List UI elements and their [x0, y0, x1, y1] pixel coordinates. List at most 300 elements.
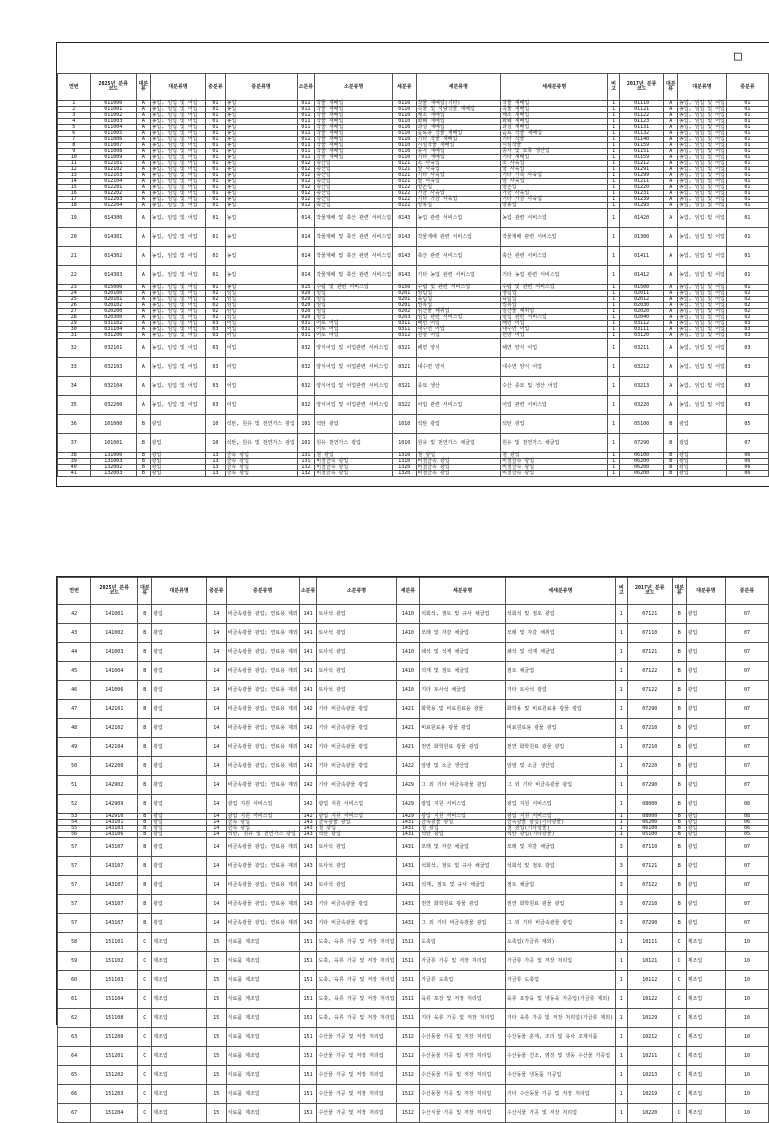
cell-class-name: 수산동물 가공 및 저장 처리업: [420, 1028, 506, 1047]
cell-section-name: 광업: [152, 795, 207, 814]
table-row: [58, 795, 769, 814]
cell-division-name: 석탄, 원유 및 천연가스 광업: [226, 832, 299, 838]
cell-section-name-2017: 제조업: [686, 1104, 725, 1123]
cell-note: 1: [608, 465, 620, 471]
cell-note: 1: [608, 125, 620, 131]
cell-division-2017: 01: [726, 119, 768, 125]
cell-code-2017: 10220: [627, 1104, 672, 1123]
cell-seq: 59: [58, 952, 91, 971]
cell-section-name-2017: 광업: [686, 719, 725, 738]
cell-code-2017: 03213: [619, 377, 663, 396]
cell-section-2017: B: [672, 895, 686, 914]
cell-code-2025: 151103: [91, 971, 138, 990]
cell-division-2017: 10: [725, 1047, 768, 1066]
cell-code-2025: 011001: [90, 107, 136, 113]
cell-code-2025: 014302: [90, 247, 136, 266]
cell-division: 03: [206, 333, 225, 339]
cell-section-name: 광업: [152, 681, 207, 700]
cell-note: 1: [615, 1047, 627, 1066]
cell-section-2017: A: [664, 161, 678, 167]
cell-class-name: 석재 및 점토 채굴업: [420, 662, 506, 681]
cell-code-2025: 012103: [90, 173, 136, 179]
cell-section-name-2017: 농업, 임업 및 어업: [679, 320, 725, 326]
cell-division: 02: [206, 315, 225, 321]
cell-section: A: [137, 197, 151, 203]
cell-section-name: 광업: [152, 838, 207, 857]
cell-section-name-2017: 농업, 임업 및 어업: [679, 290, 725, 296]
cell-division: 01: [206, 143, 225, 149]
cell-code-2025: 141002: [91, 624, 138, 643]
cell-note: 1: [608, 247, 620, 266]
cell-code-2017: 01300: [619, 228, 663, 247]
cell-division-name: 농업: [225, 101, 297, 107]
cell-section-name-2017: 제조업: [686, 1009, 725, 1028]
cell-class: 0143: [393, 209, 416, 228]
cell-class: 1410: [396, 681, 420, 700]
cell-code-2017: 01212: [619, 161, 663, 167]
cell-group-name: 양식어업 및 어업관련 서비스업: [315, 358, 393, 377]
header-row: [58, 74, 769, 101]
cell-division-name: 농업: [225, 203, 297, 209]
cell-seq: 14: [58, 179, 91, 185]
cell-section: B: [138, 681, 152, 700]
cell-section-name-2017: 농업, 임업 및 어업: [679, 100, 725, 106]
cell-subclass-name: 내수면 양식 어업: [501, 358, 608, 377]
cell-division-2017: 07: [725, 624, 768, 643]
cell-group-name: 작물 재배업: [315, 131, 393, 137]
cell-seq: 47: [58, 700, 91, 719]
cell-division: 03: [206, 358, 225, 377]
cell-section-name-2017: 광업: [686, 662, 725, 681]
cell-section-name: 제조업: [152, 952, 207, 971]
cell-class: 0122: [393, 203, 416, 209]
cell-section-2017: A: [664, 143, 678, 149]
cell-group-name: 작물재배 및 축산 관련 서비스업: [315, 228, 393, 247]
cell-division-name: 비금속광물 광업; 연료용 제외: [226, 895, 299, 914]
cell-section: A: [137, 149, 151, 155]
cell-division: 14: [206, 895, 226, 914]
cell-division-2017: 06: [726, 459, 768, 465]
cell-code-2025: 151202: [91, 1066, 138, 1085]
cell-section: B: [138, 832, 152, 838]
table-row: [58, 971, 769, 990]
cell-section: A: [137, 155, 151, 161]
cell-code-2017: 01299: [619, 173, 663, 179]
cell-code-2025: 142102: [91, 719, 138, 738]
cell-division: 10: [206, 415, 225, 434]
cell-code-2025: 011000: [90, 101, 136, 107]
cell-division-name: 비금속광물 광업; 연료용 제외: [226, 605, 299, 624]
cell-division-name: 식료품 제조업: [226, 1085, 299, 1104]
header-class-name: 세분류명: [416, 74, 501, 101]
cell-section: B: [137, 434, 151, 453]
cell-division-name: 농업: [225, 143, 297, 149]
table-row: [58, 757, 769, 776]
cell-class-name: 작물재배 관련 서비스업: [416, 228, 501, 247]
table-row: [58, 990, 769, 1009]
cell-section-name: 광업: [152, 643, 207, 662]
cell-code-2017: 10111: [627, 933, 672, 952]
cell-division: 14: [206, 820, 226, 826]
cell-section-name-2017: 농업, 임업 및 어업: [679, 332, 725, 338]
cell-code-2025: 011003: [90, 119, 136, 125]
cell-division-2017: 07: [725, 757, 768, 776]
cell-code-2025: 012102: [90, 167, 136, 173]
cell-code-2025: 011006: [90, 137, 136, 143]
cell-class-name: 내수면 양식: [416, 358, 501, 377]
cell-division-2017: 07: [725, 857, 768, 876]
cell-division-name: 농업: [225, 247, 297, 266]
cell-group: 032: [297, 358, 315, 377]
cell-section-2017: B: [672, 700, 686, 719]
cell-section-name-2017: 농업, 임업 및 어업: [679, 184, 725, 190]
cell-note: 1: [615, 662, 627, 681]
cell-code-2017: 10211: [627, 1047, 672, 1066]
cell-division-name: 식료품 제조업: [226, 1066, 299, 1085]
cell-division-2017: 01: [726, 125, 768, 131]
cell-division-2017: 06: [725, 826, 768, 832]
cell-section: C: [138, 1085, 152, 1104]
cell-section-2017: A: [664, 107, 678, 113]
cell-section-name: 광업: [152, 624, 207, 643]
cell-section-2017: A: [664, 358, 678, 377]
cell-group-name: 작물재배 및 축산 관련 서비스업: [315, 247, 393, 266]
cell-code-2017: 01140: [619, 137, 663, 143]
cell-class-name: 기타 가금 사육업: [416, 197, 501, 203]
cell-group: 151: [299, 1085, 317, 1104]
cell-division-2017: 01: [726, 266, 768, 285]
cell-class-name: 과실 재배업: [416, 125, 501, 131]
header-section-2017: 대분류: [672, 578, 686, 605]
cell-code-2025: 141001: [91, 605, 138, 624]
cell-seq: 33: [58, 358, 91, 377]
cell-class: 1512: [396, 1066, 420, 1085]
cell-division: 14: [206, 795, 226, 814]
cell-seq: 40: [58, 465, 91, 471]
cell-note: 1: [608, 377, 620, 396]
cell-group-name: 작물 재배업: [315, 101, 393, 107]
cell-group-name: 토사석 광업: [317, 624, 396, 643]
cell-class-name: 수렵 및 관련 서비스업: [416, 285, 501, 291]
cell-section-2017: C: [672, 1047, 686, 1066]
cell-class: 0201: [393, 297, 416, 303]
cell-note: 1: [608, 161, 620, 167]
cell-section: C: [138, 990, 152, 1009]
cell-division-2017: 01: [726, 191, 768, 197]
cell-section-2017: B: [672, 738, 686, 757]
cell-seq: 28: [58, 315, 91, 321]
cell-class: 1429: [396, 776, 420, 795]
cell-group: 011: [297, 119, 315, 125]
cell-division-name: 비금속광물 광업; 연료용 제외: [226, 914, 299, 933]
cell-note: 1: [608, 197, 620, 203]
cell-division: 14: [206, 838, 226, 857]
cell-seq: 27: [58, 309, 91, 315]
cell-section: A: [137, 143, 151, 149]
cell-subclass-name: 해면 어업: [501, 321, 608, 327]
cell-seq: 12: [58, 167, 91, 173]
cell-group-name: 수산물 가공 및 저장 처리업: [317, 1066, 396, 1085]
cell-code-2025: 131000: [90, 453, 136, 459]
cell-class-name: 어업 관련 서비스업: [416, 396, 501, 415]
cell-division-name: 비금속광물 광업; 연료용 제외: [226, 662, 299, 681]
cell-group: 151: [299, 1066, 317, 1085]
cell-division-name: 농업: [225, 119, 297, 125]
cell-class: 1410: [396, 624, 420, 643]
cell-subclass-name: 모래 및 자갈 채취업: [505, 624, 615, 643]
cell-group: 031: [297, 327, 315, 333]
table-row: [58, 1104, 769, 1123]
cell-class-name: 모래 및 자갈 채굴업: [420, 838, 506, 857]
cell-group: 032: [297, 339, 315, 358]
cell-group-name: 기타 비금속광물 광업: [317, 738, 396, 757]
cell-division-name: 농업: [225, 185, 297, 191]
cell-code-2025: 143107: [91, 895, 138, 914]
cell-group-name: 기타 비금속광물 광업: [317, 895, 396, 914]
cell-section: B: [138, 876, 152, 895]
cell-seq: 3: [58, 113, 91, 119]
cell-section: B: [137, 465, 151, 471]
cell-class: 1511: [396, 971, 420, 990]
cell-section: B: [138, 605, 152, 624]
cell-note: 1: [608, 179, 620, 185]
header-row: [58, 578, 769, 605]
cell-code-2025: 143107: [91, 857, 138, 876]
cell-section-2017: B: [672, 826, 686, 832]
cell-seq: 65: [58, 1066, 91, 1085]
cell-division-name: 비금속광물 광업; 연료용 제외: [226, 624, 299, 643]
cell-section-name-2017: 농업, 임업 및 어업: [679, 136, 725, 142]
cell-division-name: 금속 광업: [225, 453, 297, 459]
cell-class: 0321: [393, 339, 416, 358]
cell-group-name: 기타 비금속광물 광업: [317, 757, 396, 776]
cell-division-2017: 01: [726, 197, 768, 203]
cell-division: 01: [206, 161, 225, 167]
cell-division-name: 임업: [225, 309, 297, 315]
cell-seq: 32: [58, 339, 91, 358]
cell-division: 14: [206, 876, 226, 895]
cell-group-name: 토사석 광업: [317, 838, 396, 857]
cell-code-2017: 06100: [627, 826, 672, 832]
cell-code-2017: 02011: [619, 291, 663, 297]
cell-class: 1431: [396, 857, 420, 876]
cell-subclass-name: 양 사육업: [501, 167, 608, 173]
cell-subclass-name: 비철금속 광업: [501, 465, 608, 471]
cell-seq: 67: [58, 1104, 91, 1123]
cell-section: B: [138, 820, 152, 826]
cell-section-name: 광업: [150, 459, 206, 465]
cell-section-name: 광업: [152, 895, 207, 914]
cell-group: 141: [299, 662, 317, 681]
cell-class-name: 가금 사육업: [416, 191, 501, 197]
cell-section: B: [138, 795, 152, 814]
cell-section-name-2017: 농업, 임업 및 어업: [678, 358, 727, 377]
cell-division-2017: 03: [726, 333, 768, 339]
cell-subclass-name: 수렵 및 관련 서비스업: [501, 285, 608, 291]
cell-code-2017: 03112: [619, 321, 663, 327]
cell-class-name: 비철금속 광업: [416, 459, 501, 465]
cell-group-name: 축산업: [315, 173, 393, 179]
cell-code-2025: 141004: [91, 662, 138, 681]
cell-section-name-2017: 농업, 임업 및 어업: [679, 284, 725, 290]
cell-note: 1: [615, 1066, 627, 1085]
cell-note: 1: [608, 315, 620, 321]
cell-group-name: 도축, 육류 가공 및 저장 처리업: [317, 933, 396, 952]
cell-section-2017: A: [664, 327, 678, 333]
cell-subclass-name: 축산 관련 서비스업: [501, 247, 608, 266]
cell-section-name-2017: 농업, 임업 및 어업: [678, 339, 727, 358]
cell-group: 142: [299, 776, 317, 795]
cell-note: 1: [615, 776, 627, 795]
cell-group-name: 축산업: [315, 191, 393, 197]
cell-class: 1431: [396, 832, 420, 838]
cell-section-name: 농업, 임업 및 어업: [150, 173, 206, 179]
cell-class-name: 비철금속 광업: [416, 465, 501, 471]
cell-section-name-2017: 농업, 임업 및 어업: [678, 266, 727, 285]
cell-code-2017: 10112: [627, 971, 672, 990]
cell-section-name-2017: 광업: [686, 776, 725, 795]
cell-class: 1421: [396, 719, 420, 738]
cell-division: 01: [206, 266, 225, 285]
cell-subclass-name: 내수면 어업: [501, 327, 608, 333]
cell-group-name: 기타 비금속광물 광업: [317, 914, 396, 933]
cell-group-name: 수산물 가공 및 저장 처리업: [317, 1104, 396, 1123]
cell-section-name: 농업, 임업 및 어업: [150, 297, 206, 303]
cell-section-2017: A: [664, 291, 678, 297]
cell-division-2017: 01: [726, 149, 768, 155]
cell-division: 10: [206, 434, 225, 453]
cell-class-name: 시설작물 재배업: [416, 143, 501, 149]
cell-code-2017: 03120: [619, 333, 663, 339]
cell-division: 14: [206, 826, 226, 832]
cell-division-2017: 01: [726, 101, 768, 107]
cell-seq: 42: [58, 605, 91, 624]
cell-section-2017: A: [664, 377, 678, 396]
cell-code-2017: 10129: [627, 1009, 672, 1028]
cell-class-name: 비료원료용 광물 광업: [420, 719, 506, 738]
cell-class-name: 암염 및 소금 생산업: [420, 757, 506, 776]
cell-group: 012: [297, 179, 315, 185]
table-row: [58, 358, 769, 377]
cell-group-name: 토사석 광업: [317, 605, 396, 624]
cell-class-name: 가금류 도축업: [420, 971, 506, 990]
cell-code-2017: 10213: [627, 1066, 672, 1085]
cell-seq: 31: [58, 333, 91, 339]
header-section-name-2017: 대분류명: [678, 74, 727, 101]
cell-division-2017: 01: [726, 203, 768, 209]
table-row: [58, 396, 769, 415]
cell-note: 1: [608, 173, 620, 179]
cell-section: A: [137, 309, 151, 315]
cell-code-2017: 01211: [619, 179, 663, 185]
cell-division: 13: [206, 471, 225, 477]
cell-section-name-2017: 광업: [678, 459, 727, 465]
cell-seq: 46: [58, 681, 91, 700]
cell-code-2025: 011007: [90, 143, 136, 149]
table-row: [58, 377, 769, 396]
cell-class-name: 천연 화학원료 광물 광업: [420, 895, 506, 914]
cell-section: A: [137, 228, 151, 247]
cell-section-2017: C: [672, 1009, 686, 1028]
cell-section-name: 농업, 임업 및 어업: [150, 333, 206, 339]
cell-section-2017: A: [664, 131, 678, 137]
cell-division: 01: [206, 101, 225, 107]
cell-division-name: 금속 광업: [225, 465, 297, 471]
cell-division-2017: 05: [725, 832, 768, 838]
cell-section-name-2017: 농업, 임업 및 어업: [679, 154, 725, 160]
cell-section-name-2017: 광업: [686, 914, 725, 933]
header-subclass-name: 세세분류명: [505, 578, 615, 605]
cell-section-name: 광업: [150, 453, 206, 459]
cell-class-name: 영림업: [416, 291, 501, 297]
cell-section-2017: B: [664, 465, 678, 471]
cell-section-name: 농업, 임업 및 어업: [150, 119, 206, 125]
cell-group: 014: [297, 228, 315, 247]
cell-section-name-2017: 농업, 임업 및 어업: [679, 172, 725, 178]
cell-code-2017: 02020: [619, 309, 663, 315]
cell-note: 1: [615, 1009, 627, 1028]
cell-group-name: 수산물 가공 및 저장 처리업: [317, 1085, 396, 1104]
cell-note: 1: [608, 131, 620, 137]
cell-group: 011: [297, 125, 315, 131]
cell-code-2025: 020101: [90, 297, 136, 303]
cell-division: 01: [206, 247, 225, 266]
cell-division-2017: 07: [725, 605, 768, 624]
cell-section: A: [137, 209, 151, 228]
cell-section-2017: C: [672, 952, 686, 971]
cell-code-2017: 06200: [619, 459, 663, 465]
cell-seq: 61: [58, 990, 91, 1009]
cell-division: 01: [206, 149, 225, 155]
cell-group: 143: [299, 838, 317, 857]
cell-subclass-name: 가금류 도축업: [505, 971, 615, 990]
cell-group: 143: [299, 857, 317, 876]
cell-note: 1: [615, 933, 627, 952]
cell-note: 1: [608, 285, 620, 291]
cell-code-2017: 01122: [619, 113, 663, 119]
cell-group: 151: [299, 990, 317, 1009]
header-note: 비고: [608, 74, 620, 101]
cell-division-name: 농업: [225, 191, 297, 197]
cell-section-name: 농업, 임업 및 어업: [150, 113, 206, 119]
cell-note: 1: [608, 143, 620, 149]
cell-division-name: 농업: [225, 209, 297, 228]
cell-section-2017: B: [672, 776, 686, 795]
cell-section-name: 농업, 임업 및 어업: [150, 191, 206, 197]
cell-subclass-name: 원양 어업: [501, 333, 608, 339]
cell-group: 142: [299, 757, 317, 776]
cell-section-name-2017: 제조업: [686, 933, 725, 952]
cell-subclass-name: 기타 육류 가공 및 저장 처리업(가금류 제외): [505, 1009, 615, 1028]
table-row: [58, 415, 769, 434]
cell-group: 011: [297, 143, 315, 149]
cell-section-name-2017: 광업: [686, 895, 725, 914]
cell-code-2017: 10122: [627, 990, 672, 1009]
cell-class: 0110: [393, 125, 416, 131]
cell-seq: 56: [58, 832, 91, 838]
cell-code-2025: 141006: [91, 681, 138, 700]
cell-section-2017: B: [664, 434, 678, 453]
cell-section-2017: A: [664, 191, 678, 197]
cell-section-2017: B: [664, 459, 678, 465]
cell-division-name: 비금속광물 광업; 연료용 제외: [226, 681, 299, 700]
cell-note: 1: [608, 209, 620, 228]
cell-class: 1512: [396, 1085, 420, 1104]
cell-seq: 4: [58, 119, 91, 125]
cell-subclass-name: 천연 화학원료 광물 광업: [505, 738, 615, 757]
cell-subclass-name: 수산동물 건조, 염장 및 냉동 수산물 가공업: [505, 1047, 615, 1066]
header-code-2017: 2017년 분류 코드: [619, 74, 663, 101]
